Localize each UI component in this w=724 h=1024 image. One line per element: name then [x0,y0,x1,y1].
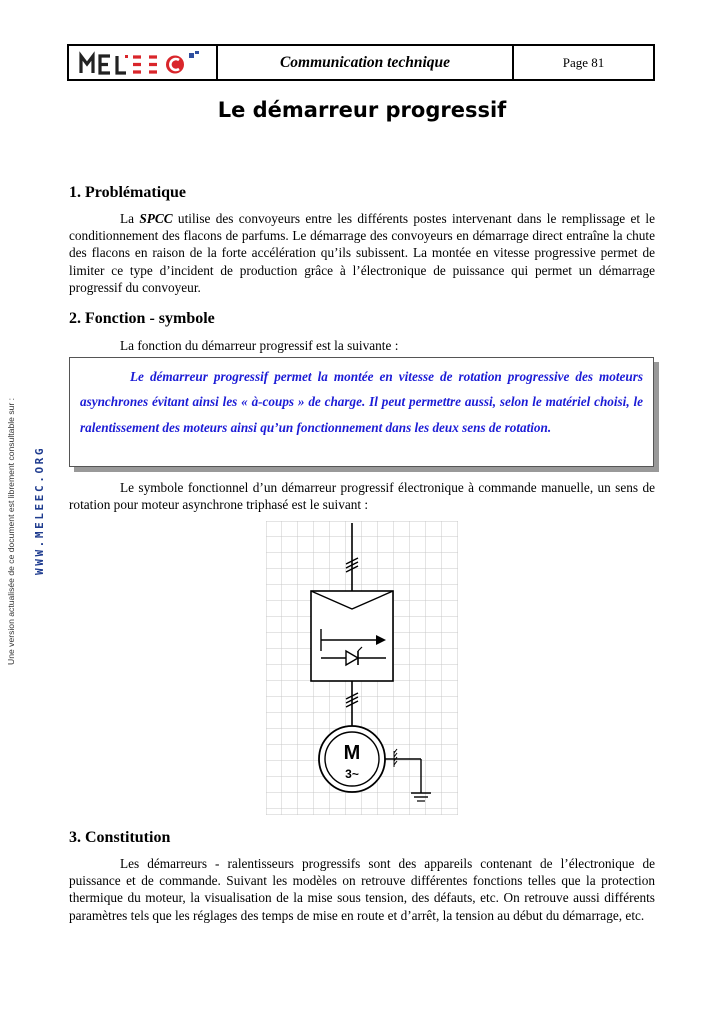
motor-phase-label: 3~ [345,767,359,781]
side-website-link[interactable]: WWW.MELEEC.ORG [33,445,46,575]
motor-label: M [343,742,361,764]
definition-text: Le démarreur progressif permet la montée en vitesse de rotation progressive des moteurs asynchrones évitant ainsi les « à-coups » de charge. Il peut permettre aussi, selon le matériel choisi, le ralentissement des moteurs ainsi qu’un fonctionnement dans les deux sens de rotation. [80,369,643,435]
constitution-paragraph: Les démarreurs - ralentisseurs progressifs sont des appareils contenant de l’électronique de puissance et de commande. Suivant les modèles on retrouve différentes fonctions telles que la protection thermique du moteur, la visualisation de la mise sous tension, des défauts, etc. On retrouve aussi différents paramètres tels que les réglages des temps de mise en route et d’arrêt, la tension au début du démarrage, etc. [69,856,655,923]
header-section-title: Communication technique [218,46,514,79]
header-page-number: Page 81 [562,54,605,70]
spcc-term: SPCC [139,211,173,226]
section-heading-constitution: 3. Constitution [69,829,171,846]
section-heading-problematique: 1. Problématique [69,184,187,201]
page-title: Le démarreur progressif [217,98,507,122]
page-header [67,44,655,81]
soft-starter-symbol-diagram [266,521,458,815]
definition-box [69,357,654,467]
side-availability-note: Une version actualisée de ce document est librement consultable sur : [6,397,16,665]
problematique-paragraph [69,210,655,296]
section-heading-fonction: 2. Fonction - symbole [69,310,215,327]
symbol-description: Le symbole fonctionnel d’un démarreur progressif électronique à commande manuelle, un sens de rotation pour moteur asynchrone triphasé est le suivant : [69,480,655,513]
para-rest: utilise des convoyeurs entre les différents postes intervenant dans le remplissage et le conditionnement des flacons de parfums. Le démarrage des convoyeurs en démarrage direct entraîne la chute des flacons en raison de la forte accélération qu’ils subissent. La montée en vitesse progressive permet de limiter ce type d’incident de production grâce à l’électronique de puissance qui permet un démarrage progressif du convoyeur. [69,211,655,295]
fonction-intro: La fonction du démarreur progressif est la suivante : [120,338,399,353]
logo-cell [69,46,218,79]
para-lead: La [120,211,140,226]
meleec-logo [77,51,209,77]
